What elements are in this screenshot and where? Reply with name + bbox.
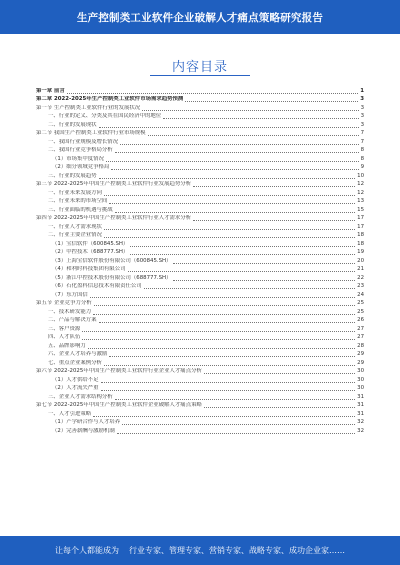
toc-dot-leader bbox=[90, 296, 355, 298]
toc-dot-leader bbox=[99, 321, 356, 323]
toc-entry[interactable] bbox=[36, 154, 364, 163]
toc-entry-page: 20 bbox=[357, 257, 364, 264]
toc-dot-leader bbox=[111, 168, 358, 170]
toc-entry-page: 30 bbox=[357, 376, 364, 383]
toc-dot-leader bbox=[93, 313, 355, 315]
toc-dot-leader bbox=[82, 330, 355, 332]
toc-entry[interactable] bbox=[36, 197, 364, 206]
toc-entry[interactable] bbox=[36, 231, 364, 240]
toc-entry[interactable] bbox=[36, 146, 364, 155]
toc-dot-leader bbox=[104, 364, 355, 366]
toc-entry-page: 31 bbox=[357, 393, 364, 400]
toc-dot-leader bbox=[204, 406, 355, 408]
toc-entry-title: 第二节 我国生产控制类工业软件行业市场规模 bbox=[36, 130, 146, 136]
toc-entry-page: 17 bbox=[357, 215, 364, 221]
toc-entry[interactable] bbox=[36, 290, 364, 299]
toc-entry[interactable] bbox=[36, 367, 364, 376]
toc-entry-title: 第二章 2022-2025年生产控制类工业软件市场需求趋势预测 bbox=[36, 96, 184, 102]
toc-entry-title: （2）完善薪酬与激励机制 bbox=[52, 427, 115, 434]
toc-entry-page: 27 bbox=[357, 325, 364, 332]
toc-dot-leader bbox=[130, 245, 355, 247]
toc-dot-leader bbox=[88, 347, 355, 349]
toc-entry[interactable] bbox=[36, 129, 364, 138]
toc-entry-page: 22 bbox=[357, 274, 364, 281]
toc-dot-leader bbox=[173, 279, 355, 281]
toc-entry-page: 31 bbox=[357, 402, 364, 408]
toc-entry-title: （3）上海宝信软件股份有限公司（600845.SH） bbox=[52, 257, 172, 264]
toc-entry-title: 二、行业的发展现状 bbox=[48, 121, 97, 128]
toc-entry-title: 六、企业人才培养与激励 bbox=[48, 351, 108, 357]
toc-entry-page: 30 bbox=[357, 368, 364, 374]
table-of-contents bbox=[36, 86, 364, 435]
toc-entry-title: 二、行业主要企业情况 bbox=[48, 232, 102, 238]
toc-entry-page: 25 bbox=[357, 308, 364, 315]
toc-entry-title: （7）东方国信 bbox=[52, 291, 88, 298]
toc-entry-title: 一、技术研发能力 bbox=[48, 308, 92, 315]
toc-dot-leader bbox=[109, 355, 355, 357]
toc-dot-leader bbox=[115, 398, 355, 400]
toc-entry-title: 第四节 2022-2025年中国生产控制类工业软件行业人才需求分析 bbox=[36, 215, 192, 221]
toc-dot-leader bbox=[115, 211, 355, 213]
toc-entry-title: 一、行业的定义、分类及其在国民经济中的地位 bbox=[48, 113, 162, 119]
toc-dot-leader bbox=[67, 92, 358, 94]
toc-dot-leader bbox=[101, 381, 356, 383]
toc-entry[interactable] bbox=[36, 103, 364, 112]
toc-dot-leader bbox=[82, 338, 355, 340]
toc-entry[interactable] bbox=[36, 316, 364, 325]
toc-entry[interactable] bbox=[36, 375, 364, 384]
toc-entry[interactable] bbox=[36, 426, 364, 435]
toc-entry[interactable] bbox=[36, 222, 364, 231]
toc-entry-title: （1）宝信软件（600845.SH） bbox=[52, 240, 129, 247]
toc-entry-page: 18 bbox=[357, 240, 364, 247]
toc-entry[interactable] bbox=[36, 350, 364, 359]
toc-entry-title: 一、行业未来发展方向 bbox=[48, 189, 102, 196]
toc-dot-leader bbox=[104, 228, 355, 230]
toc-entry-page: 8 bbox=[360, 147, 364, 153]
toc-entry-title: 三、行业面临的机遇与挑战 bbox=[48, 206, 113, 213]
toc-entry-title: 一、人才引进策略 bbox=[48, 410, 92, 417]
toc-entry[interactable] bbox=[36, 307, 364, 316]
toc-entry-title: 第五节 企业竞争力分析 bbox=[36, 300, 92, 306]
toc-dot-leader bbox=[117, 432, 355, 434]
toc-entry-title: 第一章 前言 bbox=[36, 87, 65, 94]
toc-heading-underline bbox=[150, 75, 250, 76]
toc-entry-page: 1 bbox=[360, 87, 364, 94]
toc-entry[interactable] bbox=[36, 324, 364, 333]
toc-dot-leader bbox=[109, 202, 355, 204]
toc-entry-page: 23 bbox=[357, 283, 364, 289]
toc-entry-title: 三、客户资源 bbox=[48, 325, 81, 332]
toc-entry-page: 12 bbox=[357, 189, 364, 196]
toc-dot-leader bbox=[99, 177, 356, 179]
toc-entry-title: （5）浙江中控技术股份有限公司（688777.SH） bbox=[52, 274, 172, 281]
toc-dot-leader bbox=[193, 185, 355, 187]
toc-entry[interactable] bbox=[36, 273, 364, 282]
toc-dot-leader bbox=[115, 151, 359, 153]
toc-entry[interactable] bbox=[36, 409, 364, 418]
toc-entry[interactable] bbox=[36, 299, 364, 308]
toc-entry[interactable] bbox=[36, 341, 364, 350]
toc-entry-page: 7 bbox=[360, 138, 364, 145]
toc-entry-page: 17 bbox=[357, 223, 364, 230]
toc-dot-leader bbox=[106, 160, 359, 162]
toc-entry-title: 五、品牌影响力 bbox=[48, 342, 86, 349]
footer-slogan-left: 让每个人都能成为 bbox=[55, 546, 119, 555]
toc-dot-leader bbox=[122, 423, 355, 425]
toc-entry[interactable] bbox=[36, 282, 364, 291]
toc-entry[interactable] bbox=[36, 163, 364, 172]
toc-entry[interactable] bbox=[36, 188, 364, 197]
toc-entry[interactable] bbox=[36, 112, 364, 121]
toc-entry-title: 第一节 生产控制类工业软件行业的发展状况 bbox=[36, 104, 141, 111]
toc-entry[interactable] bbox=[36, 265, 364, 274]
toc-entry-page: 31 bbox=[357, 410, 364, 417]
toc-entry-title: 第七节 2022-2025年中国生产控制类工业软件企业破解人才痛点策略 bbox=[36, 402, 202, 408]
toc-entry[interactable] bbox=[36, 358, 364, 367]
toc-dot-leader bbox=[104, 236, 355, 238]
toc-dot-leader bbox=[144, 287, 355, 289]
toc-entry-page: 27 bbox=[357, 334, 364, 340]
footer-slogan-right: 行业专家、管理专家、营销专家、战略专家、成功企业家…… bbox=[129, 546, 345, 555]
toc-entry[interactable] bbox=[36, 384, 364, 393]
toc-entry-page: 32 bbox=[357, 427, 364, 434]
toc-entry-page: 25 bbox=[357, 300, 364, 306]
toc-entry-title: （2）细分领域竞争格局 bbox=[52, 164, 110, 170]
toc-dot-leader bbox=[185, 100, 358, 102]
toc-entry[interactable] bbox=[36, 392, 364, 401]
toc-entry-page: 10 bbox=[357, 172, 364, 179]
toc-entry-page: 13 bbox=[357, 198, 364, 204]
toc-entry-title: 七、重点企业案例分析 bbox=[48, 359, 102, 366]
toc-entry[interactable] bbox=[36, 95, 364, 104]
toc-entry[interactable] bbox=[36, 401, 364, 410]
toc-entry-title: 三、行业的发展趋势 bbox=[48, 172, 97, 179]
toc-dot-leader bbox=[99, 126, 359, 128]
toc-dot-leader bbox=[128, 270, 356, 272]
toc-entry-title: 二、产品与解决方案 bbox=[48, 317, 97, 323]
toc-entry-page: 3 bbox=[360, 121, 364, 128]
toc-entry[interactable] bbox=[36, 214, 364, 223]
toc-entry-title: 一、行业人才需求现状 bbox=[48, 223, 102, 230]
toc-dot-leader bbox=[94, 304, 356, 306]
toc-entry[interactable] bbox=[36, 205, 364, 214]
toc-entry-title: （4）和利时科技集团有限公司 bbox=[52, 266, 126, 272]
toc-entry[interactable] bbox=[36, 239, 364, 248]
toc-entry-page: 18 bbox=[357, 232, 364, 238]
toc-entry-page: 30 bbox=[357, 385, 364, 391]
toc-entry-page: 3 bbox=[360, 113, 364, 119]
toc-entry-page: 9 bbox=[360, 164, 364, 170]
toc-entry[interactable] bbox=[36, 256, 364, 265]
toc-entry-page: 32 bbox=[357, 419, 364, 425]
toc-dot-leader bbox=[93, 415, 355, 417]
report-title: 生产控制类工业软件企业破解人才痛点策略研究报告 bbox=[76, 11, 324, 24]
toc-entry-page: 19 bbox=[357, 249, 364, 255]
toc-entry[interactable] bbox=[36, 137, 364, 146]
toc-entry-title: 二、我国行业竞争格局分析 bbox=[48, 147, 113, 153]
toc-dot-leader bbox=[130, 253, 355, 255]
toc-entry-title: （2）中控技术（688777.SH） bbox=[52, 249, 129, 255]
toc-entry-page: 15 bbox=[357, 206, 364, 213]
toc-entry[interactable] bbox=[36, 418, 364, 427]
report-footer-bar bbox=[0, 536, 400, 565]
toc-entry-title: 第三节 2022-2025年中国生产控制类工业软件行业发展趋势分析 bbox=[36, 181, 192, 187]
toc-entry-title: （1）市场集中度情况 bbox=[52, 155, 104, 162]
toc-entry-page: 29 bbox=[357, 359, 364, 366]
toc-entry-page: 12 bbox=[357, 181, 364, 187]
toc-entry-title: 三、企业人才需求结构分析 bbox=[48, 393, 113, 400]
toc-dot-leader bbox=[148, 134, 359, 136]
toc-entry-page: 29 bbox=[357, 351, 364, 357]
toc-entry-page: 28 bbox=[357, 342, 364, 349]
toc-entry-page: 3 bbox=[360, 96, 364, 102]
toc-entry-title: （6）石化盈科信息技术有限责任公司 bbox=[52, 283, 142, 289]
toc-dot-leader bbox=[163, 117, 358, 119]
toc-entry-title: 一、我国行业规模及增长情况 bbox=[48, 138, 119, 145]
toc-entry-page: 21 bbox=[357, 266, 364, 272]
toc-dot-leader bbox=[120, 143, 358, 145]
toc-heading: 内容目录 bbox=[171, 60, 228, 75]
toc-dot-leader bbox=[173, 262, 355, 264]
toc-dot-leader bbox=[142, 109, 358, 111]
toc-entry-page: 26 bbox=[357, 317, 364, 323]
toc-entry[interactable] bbox=[36, 86, 364, 95]
toc-entry[interactable] bbox=[36, 248, 364, 257]
toc-entry-title: 四、人才队伍 bbox=[48, 334, 81, 340]
toc-entry-page: 8 bbox=[360, 155, 364, 162]
toc-entry[interactable] bbox=[36, 171, 364, 180]
toc-entry[interactable] bbox=[36, 120, 364, 129]
toc-entry-page: 7 bbox=[360, 130, 364, 136]
toc-dot-leader bbox=[104, 194, 355, 196]
toc-dot-leader bbox=[193, 219, 355, 221]
toc-entry-title: （1）人才供给不足 bbox=[52, 376, 99, 383]
toc-entry-title: （2）人才流失严重 bbox=[52, 385, 99, 391]
toc-dot-leader bbox=[204, 372, 355, 374]
toc-entry-page: 24 bbox=[357, 291, 364, 298]
toc-entry-title: （1）产学研合作与人才培养 bbox=[52, 419, 121, 425]
toc-entry-title: 第六节 2022-2025年中国生产控制类工业软件行业企业人才痛点分析 bbox=[36, 368, 202, 374]
toc-entry[interactable] bbox=[36, 180, 364, 189]
toc-dot-leader bbox=[101, 389, 356, 391]
toc-entry[interactable] bbox=[36, 333, 364, 342]
toc-entry-title: 二、行业未来的市场空间 bbox=[48, 198, 108, 204]
report-header-bar bbox=[0, 0, 400, 34]
toc-entry-page: 3 bbox=[360, 104, 364, 111]
